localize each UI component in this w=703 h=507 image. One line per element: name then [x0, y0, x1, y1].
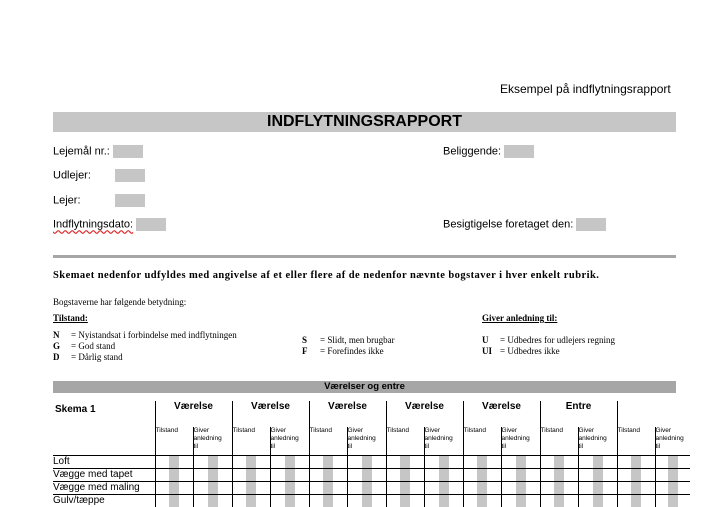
- cell-input[interactable]: [285, 482, 295, 494]
- table-cell: [155, 468, 193, 481]
- cell-input[interactable]: [554, 482, 564, 494]
- table-cell: [463, 481, 501, 494]
- table-cell: [270, 468, 309, 481]
- tilstand-heading: Tilstand:: [53, 313, 88, 323]
- cell-input[interactable]: [516, 482, 526, 494]
- table-cell: [424, 468, 463, 481]
- table-cell: [424, 455, 463, 468]
- table-cell: [540, 468, 578, 481]
- cell-input[interactable]: [400, 469, 410, 481]
- table-cell: [193, 468, 232, 481]
- cell-input[interactable]: [477, 469, 487, 481]
- table-row: [53, 455, 690, 468]
- tilstand-subheader: Tilstand: [386, 427, 424, 455]
- table-cell: [386, 455, 424, 468]
- table-cell: [309, 481, 347, 494]
- besigtigelse-field: [443, 218, 606, 231]
- udlejer-label: Udlejer:: [53, 169, 91, 182]
- cell-input[interactable]: [516, 469, 526, 481]
- table-cell: [193, 481, 232, 494]
- cell-input[interactable]: [246, 469, 256, 481]
- row-label: Loft: [53, 455, 70, 467]
- cell-input[interactable]: [323, 495, 333, 507]
- table-corner: [53, 427, 155, 455]
- skema-label: Skema 1: [55, 404, 96, 415]
- room-header: [617, 401, 690, 427]
- table-cell: [386, 481, 424, 494]
- giver-subheader: Giver anledning til: [578, 427, 617, 455]
- cell-input[interactable]: [208, 469, 218, 481]
- room-header: Værelse: [463, 401, 540, 427]
- cell-input[interactable]: [246, 456, 256, 468]
- table-cell: [540, 455, 578, 468]
- cell-input[interactable]: [362, 495, 372, 507]
- table-cell: [232, 494, 270, 507]
- middle-list: [302, 335, 395, 357]
- legend-item: U = Udbedres for udlejers regning: [482, 335, 616, 345]
- cell-input[interactable]: [439, 456, 449, 468]
- giver-subheader: Giver anledning til: [655, 427, 690, 455]
- lejer-label: Lejer:: [53, 194, 81, 207]
- table-cell: [309, 455, 347, 468]
- cell-input[interactable]: [593, 469, 603, 481]
- legend-item: S = Slidt, men brugbar: [302, 335, 395, 345]
- table-cell: [155, 481, 193, 494]
- besigtigelse-label: Besigtigelse foretaget den:: [443, 218, 574, 231]
- beliggende-field: [443, 145, 534, 158]
- cell-input[interactable]: [477, 495, 487, 507]
- cell-input[interactable]: [593, 482, 603, 494]
- cell-input[interactable]: [554, 495, 564, 507]
- giver-subheader: Giver anledning til: [424, 427, 463, 455]
- table-row: [53, 468, 690, 481]
- tilstand-subheader: Tilstand: [232, 427, 270, 455]
- tilstand-subheader: Tilstand: [617, 427, 655, 455]
- cell-input[interactable]: [477, 456, 487, 468]
- lejemaal-label: Lejemål nr.:: [53, 145, 110, 158]
- legend-item: UI = Udbedres ikke: [482, 346, 560, 356]
- cell-input[interactable]: [631, 495, 641, 507]
- besigtigelse-input[interactable]: [576, 218, 606, 231]
- table-cell: [540, 494, 578, 507]
- table-cell: [270, 455, 309, 468]
- table-cell: [578, 455, 617, 468]
- table-cell: [155, 455, 193, 468]
- cell-input[interactable]: [169, 456, 179, 468]
- table-cell: [501, 468, 540, 481]
- table-cell: [501, 455, 540, 468]
- room-header: Entre: [540, 401, 617, 427]
- cell-input[interactable]: [362, 469, 372, 481]
- room-header: Værelse: [386, 401, 463, 427]
- tilstand-subheader: Tilstand: [309, 427, 347, 455]
- table-cell: [655, 481, 690, 494]
- cell-input[interactable]: [439, 482, 449, 494]
- cell-input[interactable]: [246, 495, 256, 507]
- cell-input[interactable]: [516, 495, 526, 507]
- table-cell: [540, 481, 578, 494]
- cell-input[interactable]: [169, 495, 179, 507]
- table-cell: [463, 468, 501, 481]
- table-cell: [232, 481, 270, 494]
- table-cell: [386, 468, 424, 481]
- table-cell: [617, 481, 655, 494]
- row-label: Vægge med tapet: [53, 468, 133, 480]
- cell-input[interactable]: [593, 456, 603, 468]
- udlejer-field: [53, 169, 145, 182]
- table-cell: [309, 494, 347, 507]
- table-cell: [386, 494, 424, 507]
- cell-input[interactable]: [668, 482, 678, 494]
- table-cell: [501, 494, 540, 507]
- cell-input[interactable]: [208, 456, 218, 468]
- tilstand-list: [53, 330, 237, 363]
- table-cell: [501, 481, 540, 494]
- table-cell: [578, 481, 617, 494]
- table-cell: [655, 468, 690, 481]
- cell-input[interactable]: [323, 456, 333, 468]
- instruction-text: Skemaet nedenfor udfyldes med angivelse af et eller flere af de nedenfor nævnte bogstaver i hver enkelt rubrik.: [53, 270, 600, 281]
- table-cell: [270, 494, 309, 507]
- cell-input[interactable]: [323, 482, 333, 494]
- section-title: Værelser og entre: [324, 381, 405, 392]
- table-cell: [193, 455, 232, 468]
- table-cell: [463, 455, 501, 468]
- table-cell: [578, 468, 617, 481]
- cell-input[interactable]: [169, 469, 179, 481]
- cell-input[interactable]: [362, 482, 372, 494]
- table-cell: [193, 494, 232, 507]
- table-cell: [424, 481, 463, 494]
- tilstand-subheader: Tilstand: [463, 427, 501, 455]
- lejemaal-input[interactable]: [113, 145, 143, 158]
- table-cell: [578, 494, 617, 507]
- table-cell: [655, 494, 690, 507]
- cell-input[interactable]: [516, 456, 526, 468]
- cell-input[interactable]: [631, 456, 641, 468]
- cell-input[interactable]: [400, 456, 410, 468]
- cell-input[interactable]: [631, 482, 641, 494]
- table-cell: [232, 455, 270, 468]
- table-cell: [424, 494, 463, 507]
- lejer-field: [53, 194, 145, 207]
- cell-input[interactable]: [208, 482, 218, 494]
- section-bar: [53, 381, 676, 393]
- legend-intro: Bogstaverne har følgende betydning:: [53, 297, 187, 307]
- giver-subheader: Giver anledning til: [270, 427, 309, 455]
- cell-input[interactable]: [554, 456, 564, 468]
- cell-input[interactable]: [400, 495, 410, 507]
- lejer-input[interactable]: [115, 194, 145, 207]
- cell-input[interactable]: [593, 495, 603, 507]
- table-cell: [655, 455, 690, 468]
- beliggende-input[interactable]: [504, 145, 534, 158]
- cell-input[interactable]: [285, 495, 295, 507]
- inspection-table: [53, 401, 690, 507]
- title-bar: [53, 112, 676, 132]
- table-cell: [347, 468, 386, 481]
- table-cell: [617, 468, 655, 481]
- cell-input[interactable]: [668, 456, 678, 468]
- cell-input[interactable]: [400, 482, 410, 494]
- cell-input[interactable]: [246, 482, 256, 494]
- row-label: Vægge med maling: [53, 481, 140, 493]
- udlejer-input[interactable]: [115, 169, 145, 182]
- table-cell: [309, 468, 347, 481]
- report-title: INDFLYTNINGSRAPPORT: [267, 113, 462, 130]
- legend-item: N = Nyistandsat i forbindelse med indflytningen: [53, 330, 237, 340]
- indflytningsdato-field: [53, 218, 166, 231]
- legend-item: G = God stand: [53, 341, 116, 351]
- cell-input[interactable]: [285, 469, 295, 481]
- cell-input[interactable]: [285, 456, 295, 468]
- lejemaal-field: [53, 145, 143, 158]
- table-cell: [347, 455, 386, 468]
- giver-subheader: Giver anledning til: [347, 427, 386, 455]
- giver-heading: Giver anledning til:: [482, 313, 558, 323]
- cell-input[interactable]: [631, 469, 641, 481]
- room-header: Værelse: [232, 401, 309, 427]
- cell-input[interactable]: [439, 495, 449, 507]
- cell-input[interactable]: [323, 469, 333, 481]
- row-label: Gulv/tæppe: [53, 494, 105, 506]
- giver-subheader: Giver anledning til: [501, 427, 540, 455]
- section-divider: [53, 255, 676, 258]
- cell-input[interactable]: [362, 456, 372, 468]
- document-subtitle: Eksempel på indflytningsrapport: [500, 82, 671, 96]
- cell-input[interactable]: [477, 482, 487, 494]
- giver-subheader: Giver anledning til: [193, 427, 232, 455]
- cell-input[interactable]: [208, 495, 218, 507]
- table-cell: [617, 455, 655, 468]
- table-cell: [270, 481, 309, 494]
- room-header: Værelse: [309, 401, 386, 427]
- table-row: [53, 494, 690, 507]
- cell-input[interactable]: [554, 469, 564, 481]
- legend-item: D = Dårlig stand: [53, 352, 123, 362]
- legend-item: F = Forefindes ikke: [302, 346, 384, 356]
- table-cell: [155, 494, 193, 507]
- tilstand-subheader: Tilstand: [155, 427, 193, 455]
- table-cell: [347, 481, 386, 494]
- table-cell: [463, 494, 501, 507]
- indflytningsdato-input[interactable]: [136, 218, 166, 231]
- room-header: Værelse: [155, 401, 232, 427]
- beliggende-label: Beliggende:: [443, 145, 502, 158]
- table-cell: [232, 468, 270, 481]
- table-cell: [347, 494, 386, 507]
- cell-input[interactable]: [439, 469, 449, 481]
- table-row: [53, 481, 690, 494]
- cell-input[interactable]: [668, 495, 678, 507]
- indflytningsdato-label: Indflytningsdato:: [53, 218, 134, 231]
- tilstand-subheader: Tilstand: [540, 427, 578, 455]
- cell-input[interactable]: [668, 469, 678, 481]
- table-cell: [617, 494, 655, 507]
- giver-list: [482, 335, 615, 357]
- cell-input[interactable]: [169, 482, 179, 494]
